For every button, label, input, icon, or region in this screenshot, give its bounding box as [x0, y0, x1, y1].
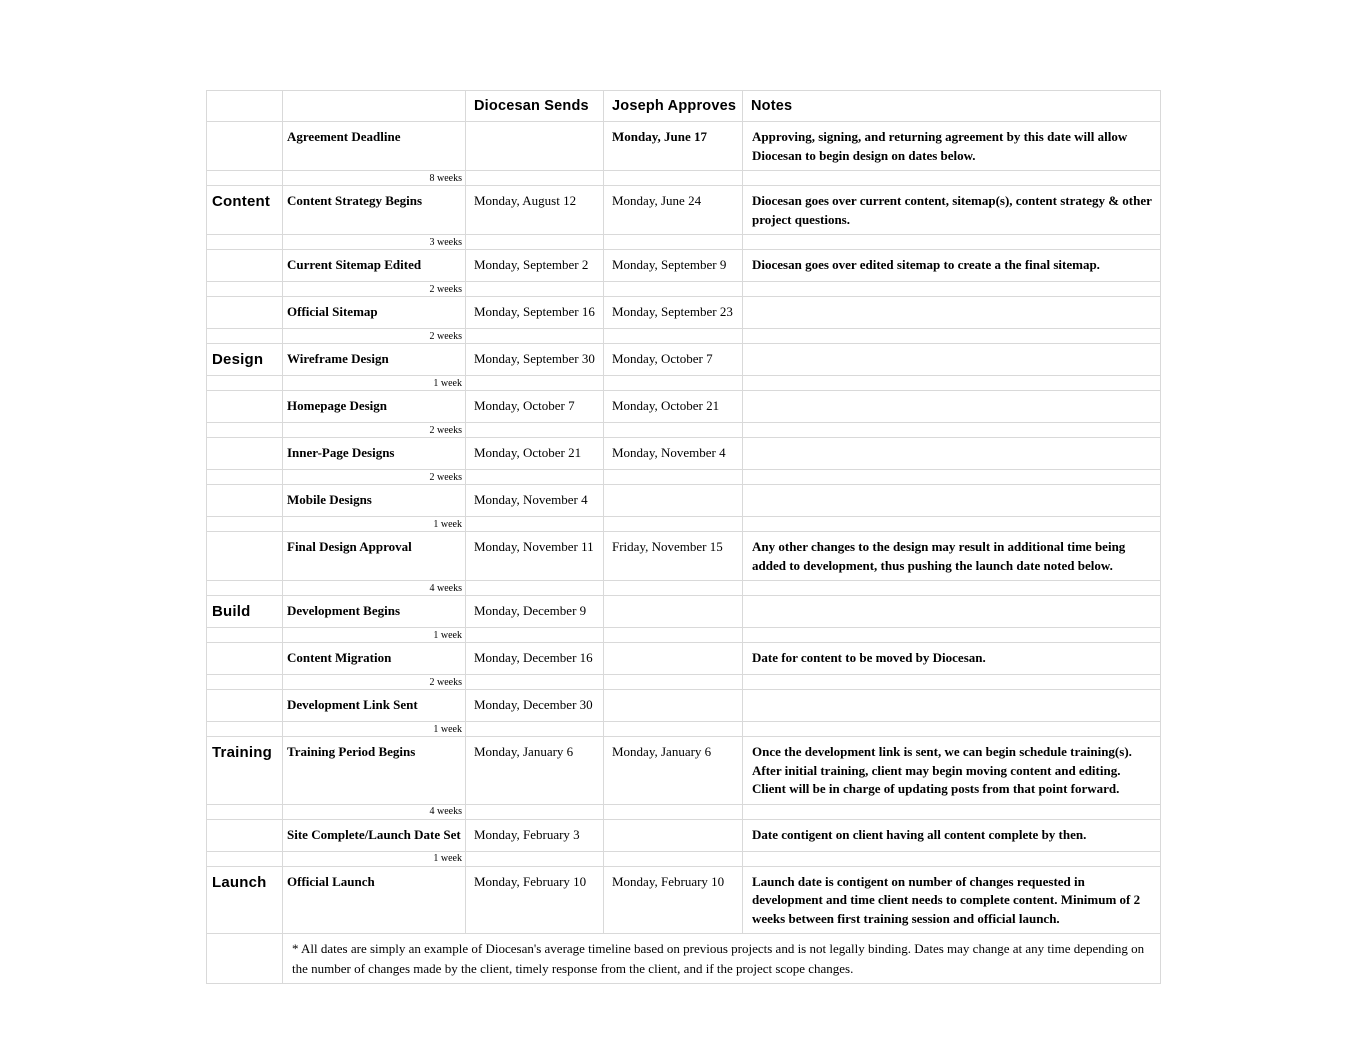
header-notes: Notes: [743, 91, 1161, 122]
milestone-row: [207, 122, 1161, 171]
phase-label: [207, 643, 283, 675]
gap-phase-cell: [207, 171, 283, 186]
milestone-row: [207, 391, 1161, 423]
joseph-approves-date: Monday, September 23: [604, 297, 743, 329]
gap-row: [207, 423, 1161, 438]
gap-empty-cell: [604, 628, 743, 643]
header-milestone-empty: [283, 91, 466, 122]
gap-empty-cell: [604, 423, 743, 438]
gap-empty-cell: [604, 329, 743, 344]
joseph-approves-date: Monday, June 24: [604, 186, 743, 235]
gap-duration: 2 weeks: [283, 675, 466, 690]
joseph-approves-date: [604, 596, 743, 628]
gap-empty-cell: [466, 581, 604, 596]
milestone-name: Site Complete/Launch Date Set: [283, 819, 466, 851]
milestone-name: Official Sitemap: [283, 297, 466, 329]
phase-label: Build: [207, 596, 283, 628]
milestone-row: [207, 690, 1161, 722]
diocesan-sends-date: Monday, October 21: [466, 438, 604, 470]
gap-empty-cell: [604, 804, 743, 819]
gap-phase-cell: [207, 376, 283, 391]
gap-empty-cell: [466, 282, 604, 297]
joseph-approves-date: [604, 485, 743, 517]
note-text: [743, 596, 1161, 628]
milestone-row: [207, 485, 1161, 517]
note-text: Launch date is contigent on number of changes requested in development and time client needs to complete content. Minimum of 2 weeks between first training session and official launch.: [743, 866, 1161, 934]
phase-label: [207, 438, 283, 470]
header-phase-empty: [207, 91, 283, 122]
phase-label: [207, 297, 283, 329]
gap-row: [207, 470, 1161, 485]
gap-empty-cell: [466, 804, 604, 819]
note-text: [743, 391, 1161, 423]
gap-empty-cell: [466, 423, 604, 438]
gap-empty-cell: [743, 581, 1161, 596]
joseph-approves-date: Friday, November 15: [604, 532, 743, 581]
milestone-name: Wireframe Design: [283, 344, 466, 376]
footnote-phase-cell-empty: [207, 934, 283, 984]
gap-phase-cell: [207, 804, 283, 819]
gap-empty-cell: [466, 235, 604, 250]
gap-empty-cell: [604, 282, 743, 297]
diocesan-sends-date: Monday, December 16: [466, 643, 604, 675]
note-text: Diocesan goes over edited sitemap to create a the final sitemap.: [743, 250, 1161, 282]
phase-label: [207, 532, 283, 581]
gap-duration: 4 weeks: [283, 581, 466, 596]
milestone-row: [207, 297, 1161, 329]
milestone-row: [207, 819, 1161, 851]
milestone-name: Training Period Begins: [283, 737, 466, 805]
header-joseph-approves: Joseph Approves: [604, 91, 743, 122]
diocesan-sends-date: [466, 122, 604, 171]
gap-phase-cell: [207, 675, 283, 690]
gap-empty-cell: [604, 517, 743, 532]
gap-empty-cell: [743, 282, 1161, 297]
phase-label: Training: [207, 737, 283, 805]
milestone-name: Current Sitemap Edited: [283, 250, 466, 282]
diocesan-sends-date: Monday, September 16: [466, 297, 604, 329]
gap-duration: 2 weeks: [283, 470, 466, 485]
gap-empty-cell: [466, 470, 604, 485]
phase-label: Design: [207, 344, 283, 376]
gap-empty-cell: [466, 171, 604, 186]
gap-empty-cell: [466, 851, 604, 866]
gap-empty-cell: [743, 804, 1161, 819]
diocesan-sends-date: Monday, January 6: [466, 737, 604, 805]
phase-label: [207, 485, 283, 517]
joseph-approves-date: Monday, November 4: [604, 438, 743, 470]
gap-row: [207, 171, 1161, 186]
diocesan-sends-date: Monday, November 4: [466, 485, 604, 517]
gap-empty-cell: [604, 235, 743, 250]
milestone-name: Mobile Designs: [283, 485, 466, 517]
gap-empty-cell: [743, 329, 1161, 344]
milestone-row: [207, 866, 1161, 934]
milestone-name: Agreement Deadline: [283, 122, 466, 171]
gap-phase-cell: [207, 470, 283, 485]
gap-duration: 1 week: [283, 851, 466, 866]
milestone-name: Development Begins: [283, 596, 466, 628]
gap-row: [207, 376, 1161, 391]
gap-row: [207, 329, 1161, 344]
gap-empty-cell: [743, 235, 1161, 250]
phase-label: [207, 819, 283, 851]
gap-duration: 1 week: [283, 376, 466, 391]
diocesan-sends-date: Monday, August 12: [466, 186, 604, 235]
gap-empty-cell: [743, 851, 1161, 866]
gap-duration: 4 weeks: [283, 804, 466, 819]
note-text: [743, 297, 1161, 329]
gap-empty-cell: [604, 851, 743, 866]
milestone-name: Content Migration: [283, 643, 466, 675]
gap-duration: 3 weeks: [283, 235, 466, 250]
diocesan-sends-date: Monday, December 30: [466, 690, 604, 722]
gap-empty-cell: [604, 376, 743, 391]
phase-label: [207, 122, 283, 171]
joseph-approves-date: Monday, October 7: [604, 344, 743, 376]
note-text: [743, 344, 1161, 376]
gap-row: [207, 628, 1161, 643]
gap-phase-cell: [207, 722, 283, 737]
gap-row: [207, 235, 1161, 250]
diocesan-sends-date: Monday, December 9: [466, 596, 604, 628]
gap-empty-cell: [743, 517, 1161, 532]
gap-phase-cell: [207, 628, 283, 643]
gap-empty-cell: [466, 628, 604, 643]
gap-empty-cell: [743, 722, 1161, 737]
milestone-name: Content Strategy Begins: [283, 186, 466, 235]
note-text: Approving, signing, and returning agreement by this date will allow Diocesan to begin design on dates below.: [743, 122, 1161, 171]
phase-label: Launch: [207, 866, 283, 934]
phase-label: Content: [207, 186, 283, 235]
joseph-approves-date: Monday, June 17: [604, 122, 743, 171]
gap-empty-cell: [604, 581, 743, 596]
note-text: [743, 438, 1161, 470]
footnote-row: [207, 934, 1161, 984]
gap-phase-cell: [207, 517, 283, 532]
phase-label: [207, 690, 283, 722]
diocesan-sends-date: Monday, September 2: [466, 250, 604, 282]
milestone-row: [207, 250, 1161, 282]
milestone-row: [207, 596, 1161, 628]
note-text: Date contigent on client having all content complete by then.: [743, 819, 1161, 851]
gap-empty-cell: [743, 423, 1161, 438]
gap-row: [207, 675, 1161, 690]
gap-phase-cell: [207, 329, 283, 344]
gap-row: [207, 722, 1161, 737]
timeline-table: [206, 90, 1161, 984]
diocesan-sends-date: Monday, February 10: [466, 866, 604, 934]
gap-row: [207, 282, 1161, 297]
gap-phase-cell: [207, 282, 283, 297]
header-row: [207, 91, 1161, 122]
gap-duration: 2 weeks: [283, 282, 466, 297]
gap-duration: 1 week: [283, 722, 466, 737]
milestone-row: [207, 344, 1161, 376]
gap-empty-cell: [604, 171, 743, 186]
joseph-approves-date: [604, 690, 743, 722]
milestone-name: Inner-Page Designs: [283, 438, 466, 470]
gap-duration: 1 week: [283, 517, 466, 532]
gap-phase-cell: [207, 581, 283, 596]
note-text: Any other changes to the design may result in additional time being added to development, thus pushing the launch date noted below.: [743, 532, 1161, 581]
joseph-approves-date: Monday, February 10: [604, 866, 743, 934]
diocesan-sends-date: Monday, October 7: [466, 391, 604, 423]
diocesan-sends-date: Monday, November 11: [466, 532, 604, 581]
milestone-row: [207, 186, 1161, 235]
joseph-approves-date: Monday, January 6: [604, 737, 743, 805]
note-text: [743, 690, 1161, 722]
gap-row: [207, 581, 1161, 596]
note-text: [743, 485, 1161, 517]
gap-duration: 2 weeks: [283, 329, 466, 344]
milestone-row: [207, 438, 1161, 470]
gap-empty-cell: [604, 675, 743, 690]
milestone-row: [207, 643, 1161, 675]
gap-duration: 8 weeks: [283, 171, 466, 186]
joseph-approves-date: Monday, October 21: [604, 391, 743, 423]
gap-empty-cell: [466, 675, 604, 690]
gap-phase-cell: [207, 235, 283, 250]
diocesan-sends-date: Monday, February 3: [466, 819, 604, 851]
gap-empty-cell: [604, 722, 743, 737]
note-text: Date for content to be moved by Diocesan.: [743, 643, 1161, 675]
joseph-approves-date: [604, 643, 743, 675]
milestone-name: Development Link Sent: [283, 690, 466, 722]
table-body: [207, 122, 1161, 934]
phase-label: [207, 250, 283, 282]
footnote-text: * All dates are simply an example of Diocesan's average timeline based on previous projects and is not legally binding. Dates may change at any time depending on the number of changes made by the client, timely response from the client, and if the project scope changes.: [283, 934, 1161, 984]
milestone-row: [207, 737, 1161, 805]
gap-empty-cell: [743, 171, 1161, 186]
note-text: Once the development link is sent, we can begin schedule training(s). After initial training, client may begin moving content and editing. Client will be in charge of updating posts from that point forward.: [743, 737, 1161, 805]
milestone-name: Final Design Approval: [283, 532, 466, 581]
note-text: Diocesan goes over current content, sitemap(s), content strategy & other project questions.: [743, 186, 1161, 235]
gap-empty-cell: [743, 470, 1161, 485]
gap-row: [207, 517, 1161, 532]
gap-empty-cell: [466, 376, 604, 391]
gap-empty-cell: [743, 675, 1161, 690]
gap-empty-cell: [604, 470, 743, 485]
joseph-approves-date: Monday, September 9: [604, 250, 743, 282]
gap-empty-cell: [743, 376, 1161, 391]
milestone-name: Homepage Design: [283, 391, 466, 423]
gap-empty-cell: [466, 329, 604, 344]
milestone-name: Official Launch: [283, 866, 466, 934]
milestone-row: [207, 532, 1161, 581]
gap-phase-cell: [207, 851, 283, 866]
diocesan-sends-date: Monday, September 30: [466, 344, 604, 376]
gap-empty-cell: [466, 722, 604, 737]
gap-duration: 1 week: [283, 628, 466, 643]
gap-duration: 2 weeks: [283, 423, 466, 438]
gap-phase-cell: [207, 423, 283, 438]
gap-empty-cell: [466, 517, 604, 532]
phase-label: [207, 391, 283, 423]
gap-row: [207, 804, 1161, 819]
gap-row: [207, 851, 1161, 866]
joseph-approves-date: [604, 819, 743, 851]
gap-empty-cell: [743, 628, 1161, 643]
header-diocesan-sends: Diocesan Sends: [466, 91, 604, 122]
